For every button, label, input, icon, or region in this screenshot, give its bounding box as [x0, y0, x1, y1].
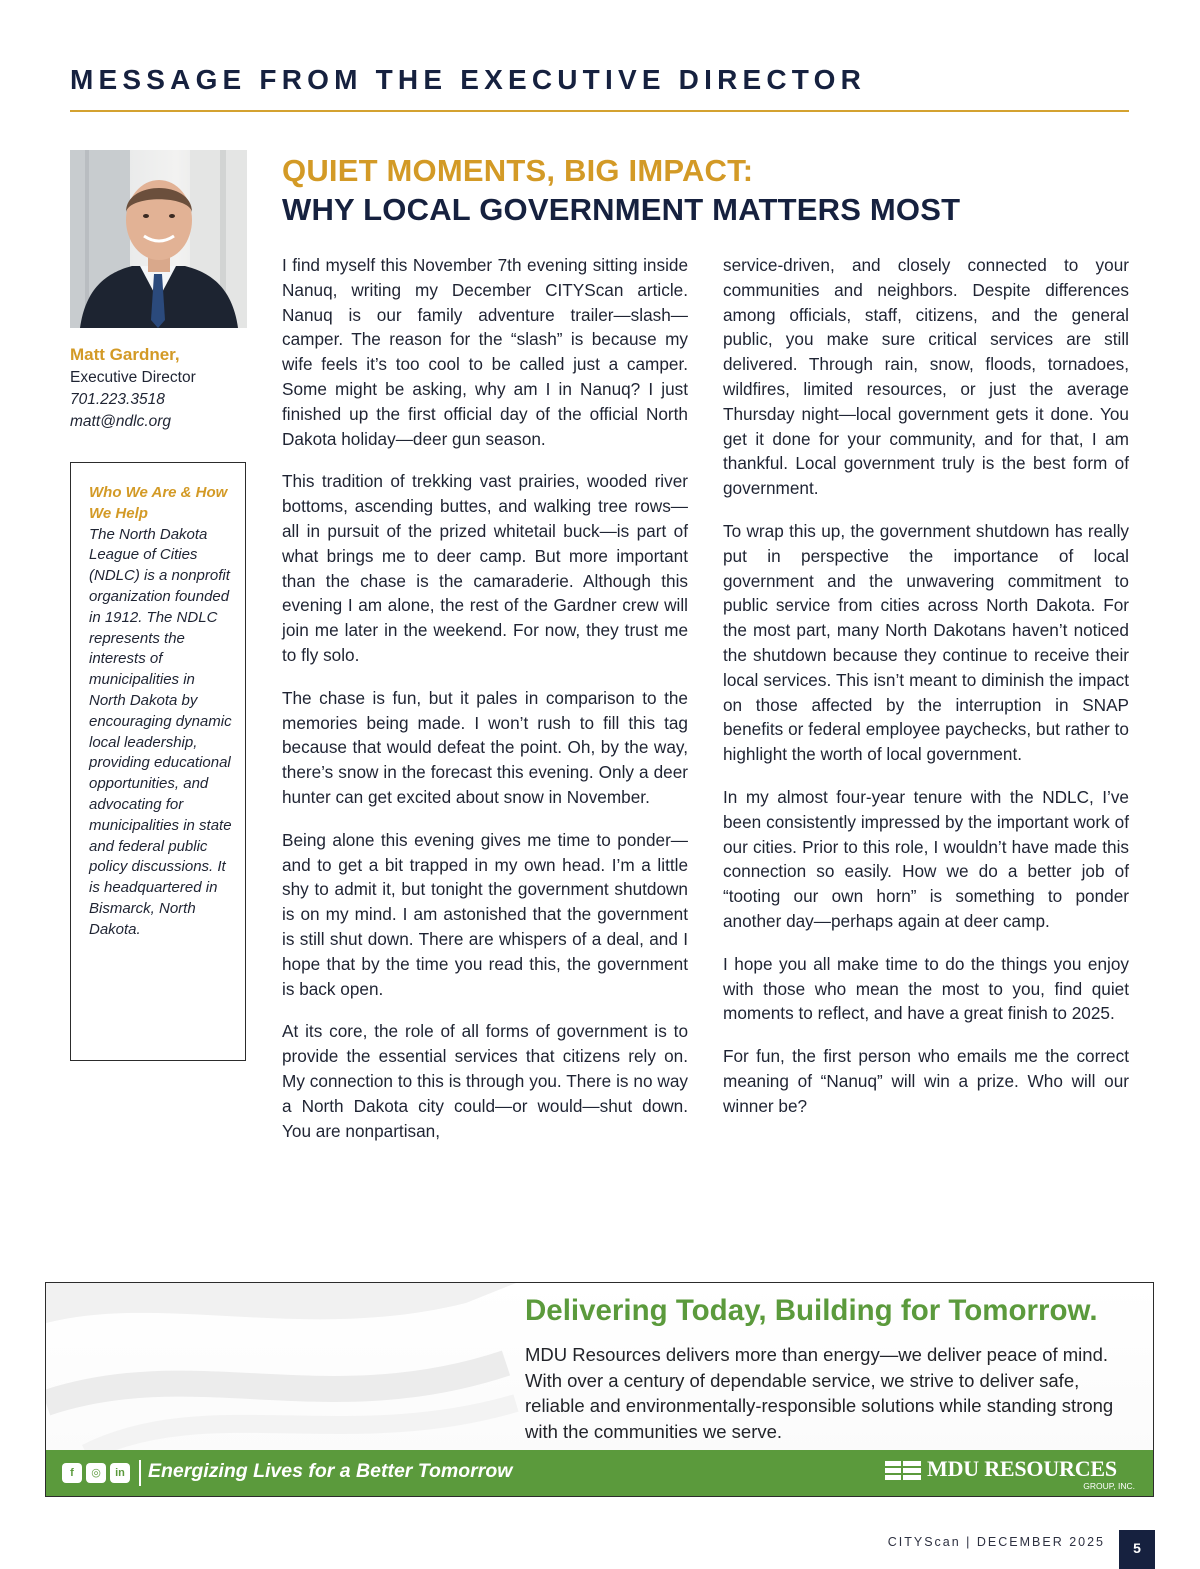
footer-publication: CITYScan | DECEMBER 2025 [887, 1535, 1105, 1549]
sidebar-heading: Who We Are & How We Help [89, 484, 228, 522]
article-column-left [282, 253, 688, 1161]
sidebar-body: The North Dakota League of Cities (NDLC) is a nonprofit organization founded in 1912. The NDLC represents the interests of municipalities in North Dakota by encouraging dynamic local leadership, providing educational opportunities, and advocating for municipalities in state and federal public policy discussions. It is headquartered in Bismarck, North Dakota. [89, 525, 232, 938]
article-paragraph: For fun, the first person who emails me the correct meaning of “Nanuq” will win a prize. Who will our winner be? [723, 1046, 1129, 1116]
article-paragraph: The chase is fun, but it pales in comparison to the memories being made. I won’t rush to fill this tag because that would defeat the point. Oh, by the way, there’s snow in the forecast this evening. Only a deer hunter can get excited about snow in November. [282, 687, 688, 807]
section-title: MESSAGE FROM THE EXECUTIVE DIRECTOR [70, 64, 866, 95]
article-paragraph: service-driven, and closely connected to your communities and neighbors. Despite differences among officials, staff, citizens, and the general public, you make sure critical services are still delivered. Through rain, snow, floods, tornadoes, wildfires, limited resources, or just the average Thursday night—local government gets it done. You get it done for your community, and for that, I am thankful. Local government truly is the best form of government. [723, 255, 1129, 499]
mdu-advertisement[interactable] [45, 1282, 1154, 1497]
author-photo [70, 150, 247, 328]
author-name: Matt Gardner, [70, 345, 180, 364]
article-paragraph: In my almost four-year tenure with the NDLC, I’ve been consistently impressed by the important work of our cities. Prior to this role, I wouldn’t have made this connection so easily. How we do a better job of “tooting our own horn” is something to ponder another day—perhaps again at deer camp. [723, 786, 1129, 931]
header-divider [70, 110, 1129, 112]
article-headline-line2: WHY LOCAL GOVERNMENT MATTERS MOST [282, 192, 961, 227]
bar-divider [139, 1460, 141, 1486]
author-title: Executive Director [70, 369, 196, 386]
ad-headline: Delivering Today, Building for Tomorrow. [525, 1294, 1098, 1327]
author-email[interactable]: matt@ndlc.org [70, 413, 172, 430]
article-paragraph: I find myself this November 7th evening sitting inside Nanuq, writing my December CITYScan article. Nanuq is our family adventure trailer—slash—camper. The reason for the “slash” is because my wife feels it’s too cool to be called just a camper. Some might be asking, why am I in Nanuq? I just finished up the first official day of the official North Dakota holiday—deer gun season. [282, 255, 688, 449]
article-headline-line1: QUIET MOMENTS, BIG IMPACT: [282, 153, 754, 188]
article-paragraph: Being alone this evening gives me time to ponder—and to get a bit trapped in my own head. I’m a little shy to admit it, but tonight the government shutdown is on my mind. I am astonished that the government is still shut down. There are whispers of a deal, and I hope that by the time you read this, the government is back open. [282, 829, 688, 999]
facebook-icon[interactable]: f [62, 1463, 82, 1483]
article-column-right [723, 253, 1129, 1137]
linkedin-icon[interactable]: in [110, 1463, 130, 1483]
author-phone: 701.223.3518 [70, 391, 165, 408]
instagram-icon[interactable]: ◎ [86, 1463, 106, 1483]
ad-footer-bar [46, 1450, 1153, 1496]
mdu-logo-name: MDU RESOURCES [927, 1456, 1117, 1481]
article-paragraph: This tradition of trekking vast prairies, wooded river bottoms, ascending buttes, and walking tree rows—all in pursuit of the prized whitetail buck—is part of what brings me to deer camp. But more important than the chase is the camaraderie. Although this evening I am alone, the rest of the Gardner crew will join me later in the weekend. For now, they trust me to fly solo. [282, 471, 688, 665]
ad-body: MDU Resources delivers more than energy—we deliver peace of mind. With over a century of dependable service, we strive to deliver safe, reliable and environmentally-responsible solutions while standing strong with the communities we serve. [525, 1344, 1114, 1442]
ad-tagline: Energizing Lives for a Better Tomorrow [148, 1460, 513, 1482]
article-paragraph: I hope you all make time to do the things you enjoy with those who mean the most to you, find quiet moments to reflect, and have a great finish to 2025. [723, 953, 1129, 1024]
article-paragraph: To wrap this up, the government shutdown has really put in perspective the importance of local government and the unwavering commitment to public service from cities across North Dakota. For the most part, many North Dakotans haven’t noticed the shutdown because they continue to receive their local services. This isn’t meant to diminish the impact on those affected by the interruption in SNAP benefits or federal employee paychecks, but rather to highlight the worth of local government. [723, 520, 1129, 765]
mdu-logo[interactable] [885, 1453, 1135, 1493]
mdu-logo-subtitle: GROUP, INC. [1083, 1481, 1135, 1491]
who-we-are-sidebar [70, 462, 246, 1061]
page-number: 5 [1119, 1530, 1155, 1569]
mdu-logo-mark-icon [885, 1461, 921, 1481]
article-paragraph: At its core, the role of all forms of government is to provide the essential services that citizens rely on. My connection to this is through you. There is no way a North Dakota city could—or would—shut down. You are nonpartisan, [282, 1021, 688, 1141]
